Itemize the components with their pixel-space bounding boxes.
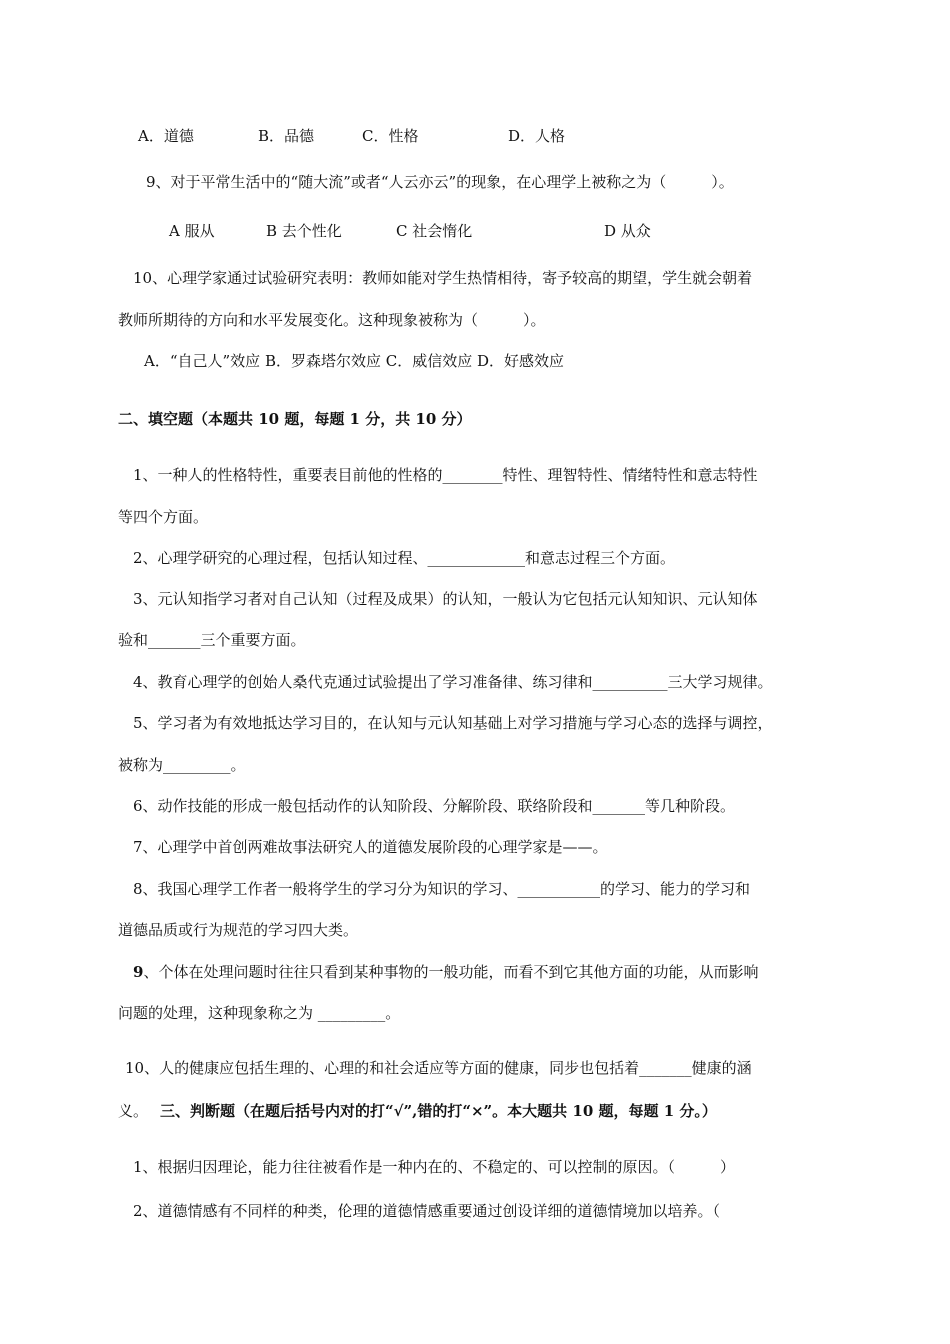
fill-q3-line1: 3、元认知指学习者对自己认知（过程及成果）的认知，一般认为它包括元认知知识、元认知体 — [133, 590, 758, 608]
fill-q1-line1: 1、一种人的性格特性，重要表目前他的性格的________特性、理智特性、情绪特性和意志特性 — [133, 466, 758, 484]
q8-option-c: C．性格 — [362, 127, 419, 145]
q9-option-d: D 从众 — [604, 222, 651, 240]
fill-q2: 2、心理学研究的心理过程，包括认知过程、_____________和意志过程三个方面。 — [133, 549, 676, 567]
fill-q9-text: 、个体在处理问题时往往只看到某种事物的一般功能，而看不到它其他方面的功能，从而影响 — [143, 963, 759, 981]
judge-q2: 2、道德情感有不同样的种类，伦理的道德情感重要通过创设详细的道德情境加以培养。（ — [133, 1202, 721, 1220]
fill-q3-line2: 验和_______三个重要方面。 — [118, 631, 306, 649]
fill-q8-line2: 道德品质或行为规范的学习四大类。 — [118, 921, 359, 939]
judge-q1: 1、根据归因理论，能力往往被看作是一种内在的、不稳定的、可以控制的原因。（ ） — [133, 1158, 736, 1176]
q9-option-b: B 去个性化 — [266, 222, 342, 240]
q8-option-b: B．品德 — [258, 127, 315, 145]
q10-options: A．“自己人”效应 B．罗森塔尔效应 C．威信效应 D．好感效应 — [144, 352, 565, 370]
q10-stem-line2: 教师所期待的方向和水平发展变化。这种现象被称为（ ）。 — [118, 311, 546, 329]
fill-q9-line2: 问题的处理，这种现象称之为 _________。 — [118, 1004, 401, 1022]
fill-q7: 7、心理学中首创两难故事法研究人的道德发展阶段的心理学家是——。 — [133, 838, 608, 856]
fill-q1-line2: 等四个方面。 — [118, 508, 209, 526]
q10-stem-line1: 10、心理学家通过试验研究表明：教师如能对学生热情相待，寄予较高的期望，学生就会朝着 — [133, 269, 753, 287]
q9-option-a: A 服从 — [169, 222, 215, 240]
fill-q10-line1: 10、人的健康应包括生理的、心理的和社会适应等方面的健康，同步也包括着_______健康的涵 — [125, 1059, 752, 1077]
fill-q8-line1: 8、我国心理学工作者一般将学生的学习分为知识的学习、___________的学习、能力的学习和 — [133, 880, 751, 898]
fill-q5-line2: 被称为_________。 — [118, 756, 246, 774]
q9-stem: 9、对于平常生活中的“随大流”或者“人云亦云”的现象，在心理学上被称之为（ ）。 — [146, 173, 734, 191]
fill-q5-line1: 5、学习者为有效地抵达学习目的，在认知与元认知基础上对学习措施与学习心态的选择与调控， — [133, 714, 773, 732]
fill-q9-line1 — [133, 962, 758, 982]
q8-option-a: A．道德 — [138, 127, 194, 145]
q8-option-d: D．人格 — [508, 127, 566, 145]
fill-q9-number: 9 — [133, 963, 144, 981]
fill-q4: 4、教育心理学的创始人桑代克通过试验提出了学习准备律、练习律和__________三大学习规律。 — [133, 673, 773, 691]
fill-q10-line2: 义。 — [118, 1102, 149, 1120]
section3-heading: 三、判断题（在题后括号内对的打“√”,错的打“×”。本大题共 10 题，每题 1 分。） — [160, 1102, 717, 1120]
q9-option-c: C 社会惰化 — [396, 222, 473, 240]
section2-heading: 二、填空题（本题共 10 题，每题 1 分，共 10 分） — [118, 410, 472, 428]
fill-q6: 6、动作技能的形成一般包括动作的认知阶段、分解阶段、联络阶段和_______等几种阶段。 — [133, 797, 736, 815]
